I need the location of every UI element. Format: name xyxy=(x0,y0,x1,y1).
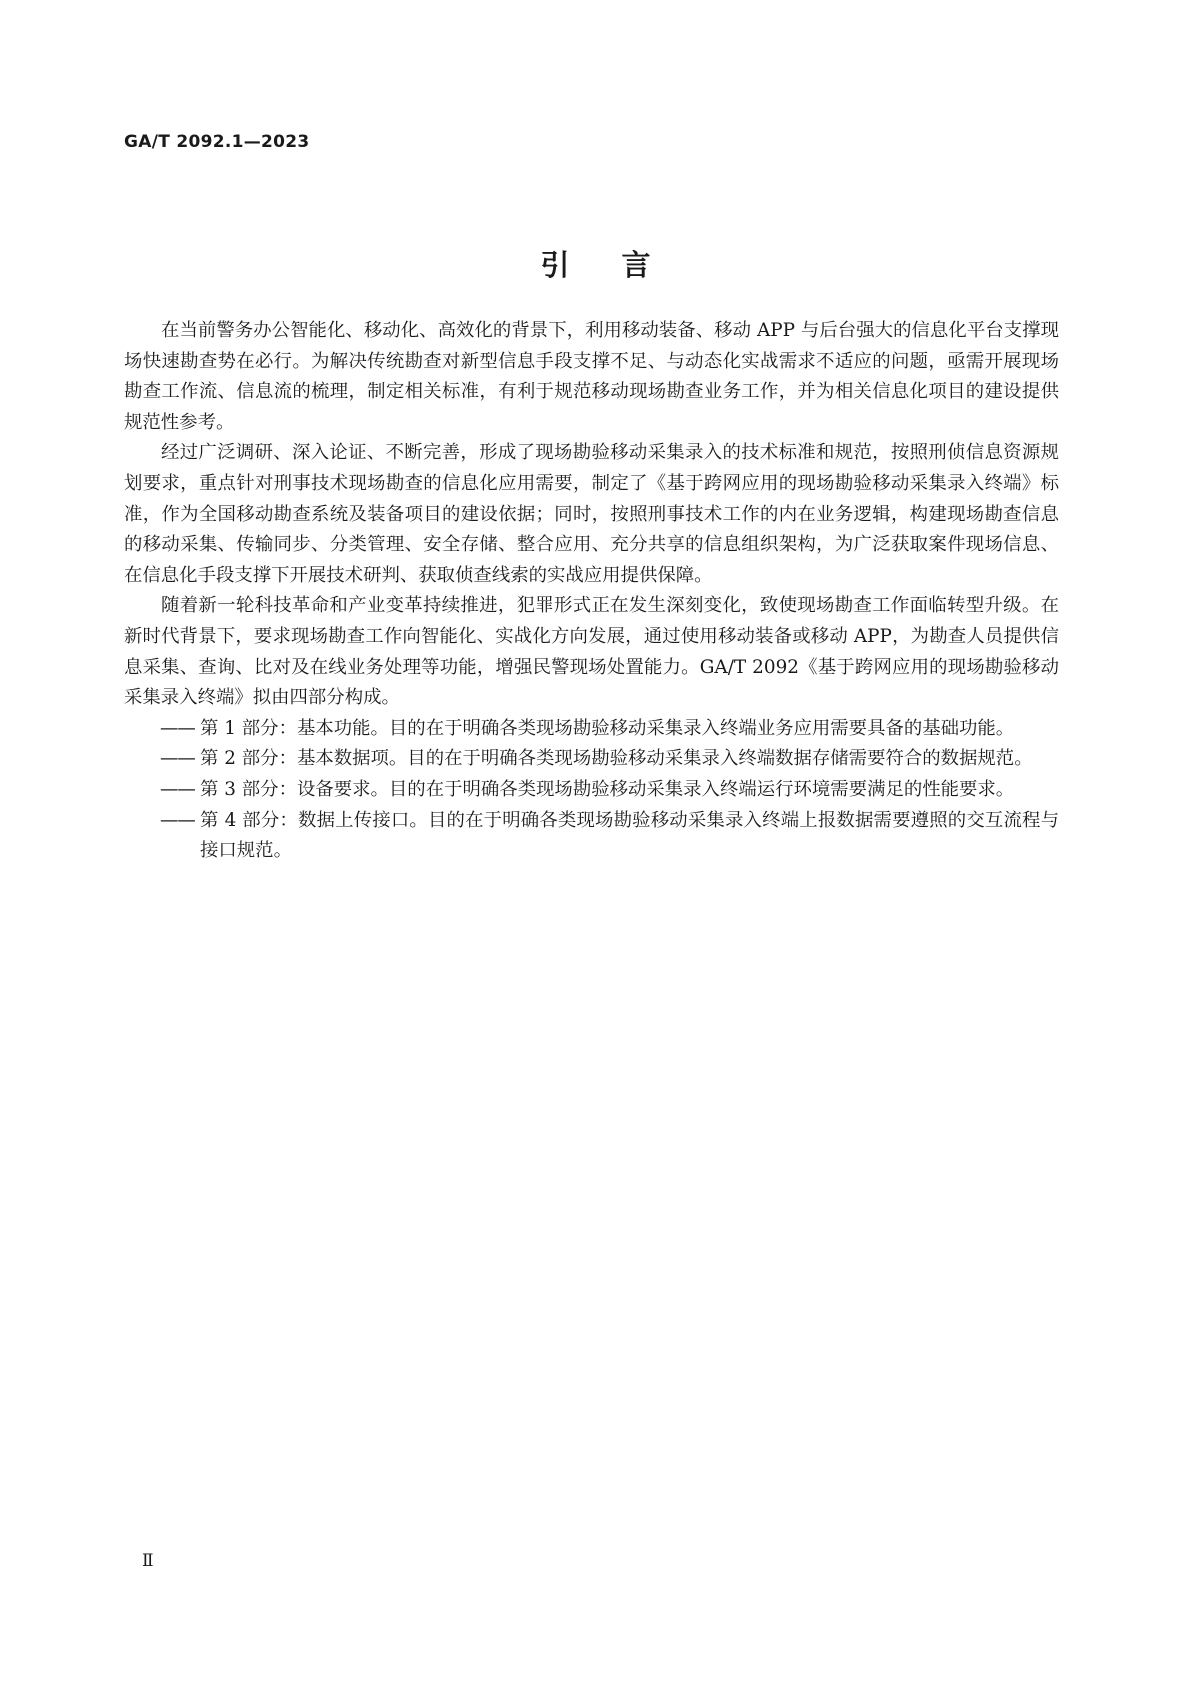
list-dash: —— xyxy=(160,717,195,739)
list-item-text: 第 4 部分：数据上传接口。目的在于明确各类现场勘验移动采集录入终端上报数据需要遵照的交互流程与接口规范。 xyxy=(200,809,1059,862)
list-item xyxy=(124,775,1059,806)
list-dash: —— xyxy=(160,778,195,800)
document-body xyxy=(124,316,1059,867)
list-item-text: 第 2 部分：基本数据项。目的在于明确各类现场勘验移动采集录入终端数据存储需要符合的数据规范。 xyxy=(200,748,1033,770)
paragraph: 随着新一轮科技革命和产业变革持续推进，犯罪形式正在发生深刻变化，致使现场勘查工作面临转型升级。在新时代背景下，要求现场勘查工作向智能化、实战化方向发展，通过使用移动装备或移动 APP，为勘查人员提供信息采集、查询、比对及在线业务处理等功能，增强民警现场处置能力。GA/T 2092《基于跨网应用的现场勘验移动采集录入终端》拟由四部分构成。 xyxy=(124,595,1059,709)
list-item-text: 第 3 部分：设备要求。目的在于明确各类现场勘验移动采集录入终端运行环境需要满足的性能要求。 xyxy=(200,778,1015,800)
standard-code: GA/T 2092.1—2023 xyxy=(124,132,310,152)
list-item xyxy=(124,806,1059,867)
page-number: Ⅱ xyxy=(142,1551,154,1571)
paragraph: 在当前警务办公智能化、移动化、高效化的背景下，利用移动装备、移动 APP 与后台强大的信息化平台支撑现场快速勘查势在必行。为解决传统勘查对新型信息手段支撑不足、与动态化实战需求不适应的问题，亟需开展现场勘查工作流、信息流的梳理，制定相关标准，有利于规范移动现场勘查业务工作，并为相关信息化项目的建设提供规范性参考。 xyxy=(124,320,1059,433)
paragraph: 经过广泛调研、深入论证、不断完善，形成了现场勘验移动采集录入的技术标准和规范，按照刑侦信息资源规划要求，重点针对刑事技术现场勘查的信息化应用需要，制定了《基于跨网应用的现场勘验移动采集录入终端》标准，作为全国移动勘查系统及装备项目的建设依据；同时，按照刑事技术工作的内在业务逻辑，构建现场勘查信息的移动采集、传输同步、分类管理、安全存储、整合应用、充分共享的信息组织架构，为广泛获取案件现场信息、在信息化手段支撑下开展技术研判、获取侦查线索的实战应用提供保障。 xyxy=(124,442,1059,586)
list-dash: —— xyxy=(160,748,195,770)
list-item xyxy=(124,744,1059,775)
list-item xyxy=(124,714,1059,745)
list-dash: —— xyxy=(160,809,195,831)
page-title: 引言 xyxy=(540,248,703,282)
list-item-text: 第 1 部分：基本功能。目的在于明确各类现场勘验移动采集录入终端业务应用需要具备的基础功能。 xyxy=(200,717,1015,739)
